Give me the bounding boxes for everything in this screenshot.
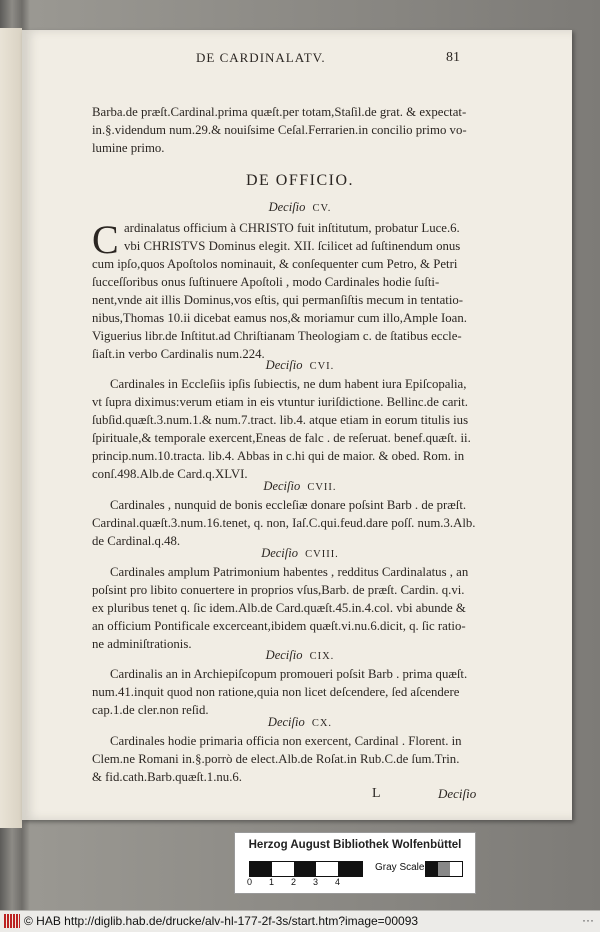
text-line: Cardinales , nunquid de bonis eccleſiæ donare poſsint Barb . de præſt. [110,498,467,512]
intro-line: in.§.videndum num.29.& nouiſsime Ceſal.Ferrarien.in concilio primo vo- [92,123,467,137]
scale-tick-label: 0 [247,877,253,887]
scale-tick-label: 1 [269,877,275,887]
text-line: ex pluribus tenet q. ſic idem.Alb.de Card.quæſt.45.in.4.col. vbi abunde & [92,601,466,615]
status-bar [0,910,600,932]
text-line: princip.num.10.tracta. lib.4. Abbas in c.hi qui de maior. & obed. Rom. in [92,449,465,463]
decisio-number: CV. [312,203,332,214]
section-title: DE OFFICIO. [245,172,355,189]
drop-capital: C [92,217,119,262]
decisio-heading [0,358,600,373]
scale-ruler [249,861,363,877]
folio-number: 81 [446,50,460,65]
ruler-segment [250,862,272,876]
decisio-number: CVIII. [305,549,339,560]
more-options-icon[interactable]: ··· [582,913,594,927]
text-line: Cardinales hodie primaria officia non exercent, Cardinal . Florent. in [110,734,462,748]
text-line: Cardinales in Eccleſiis ipſis ſubiectis, ne dum habent iura Epiſcopalia, [110,377,467,391]
text-line: ne adminiſtrationis. [92,637,192,651]
decisio-label: Deciſio [265,648,303,662]
text-line: & fid.cath.Barb.quæſt.1.nu.6. [92,770,242,784]
text-line: cap.1.de cler.non reſid. [92,703,209,717]
hab-logo-icon [4,914,20,928]
grayscale-label: Gray Scale [375,862,425,873]
decisio-heading [0,200,600,215]
decisio-number: CIX. [309,651,335,662]
decisio-heading [0,648,600,663]
text-line: Cardinales amplum Patrimonium habentes , redditus Cardinalatus , an [110,565,469,579]
scale-tick-label: 4 [335,877,341,887]
text-line: nibus,Thomas 10.ii dicebat eamus nos,& moriamur cum illo,Ample Ioan. [92,311,467,325]
ruler-segment [338,862,362,876]
text-line: Cardinalis an in Archiepiſcopum promoueri poſsit Barb . prima quæſt. [110,667,468,681]
decisio-number: CVI. [309,361,335,372]
text-line: Clem.ne Romani in.§.porrò de elect.Alb.de Roſat.in Rub.C.de ſum.Trin. [92,752,460,766]
decisio-heading [0,546,600,561]
text-line: ſpirituale,& temporale exercent,Eneas de falc . de reſeruat. benef.quæſt. ii. [92,431,471,445]
scale-tick-label: 3 [313,877,319,887]
running-head: DE CARDINALATV. [196,50,326,65]
facing-page-edge [0,28,22,828]
text-line: Viguerius libr.de Inſtitut.ad Chriſtianam Theologiam c. de ſtatibus eccle- [92,329,462,343]
text-line: an officium Pontificale excerceant,ibidem quæſt.vi.nu.6.dicit, q. ſic ratio- [92,619,466,633]
decisio-label: Deciſio [265,358,303,372]
decisio-heading [0,715,600,730]
text-line: nent,vnde ait illis Dominus,vos eſtis, qui permanſiſtis mecum in tentatio- [92,293,464,307]
decisio-label: Deciſio [261,546,298,560]
ruler-segment [294,862,316,876]
text-line: Cardinal.quæſt.3.num.16.tenet, q. non, Iaſ.C.qui.feud.dare poſſ. num.3.Alb. [92,516,476,530]
text-line: num.41.inquit quod non ratione,quia non licet deſcendere, ſed aſcendere [92,685,460,699]
intro-line: lumine primo. [92,141,165,155]
decisio-label: Deciſio [268,200,306,214]
decisio-label: Deciſio [263,479,301,493]
library-scale-card [234,832,476,894]
library-name: Herzog August Bibliothek Wolfenbüttel [248,839,462,851]
text-line: vt ſupra diximus:verum etiam in eis vtuntur iuriſdictione. Bellinc.de carit. [92,395,469,409]
text-line: ſiaſt.in verbo Cardinalis num.224. [92,347,265,361]
signature-mark: L [372,786,381,801]
text-line: de Cardinal.q.48. [92,534,181,548]
decisio-heading [0,479,600,494]
text-line: poſsint pro libito conuertere in proprios vſus,Barb. de præſt. Cardin. q.vi. [92,583,465,597]
decisio-label: Deciſio [267,715,305,729]
text-line: ſucceſſoribus onus ſuſtinuere Apoſtoli , modo Cardinales hodie ſuſti- [92,275,440,289]
text-line: ardinalatus officium à CHRISTO fuit inſtitutum, probatur Luce.6. [124,221,460,235]
decisio-number: CVII. [307,482,337,493]
copyright-url[interactable]: © HAB http://diglib.hab.de/drucke/alv-hl-177-2f-3s/start.htm?image=00093 [24,914,419,928]
text-line: conſ.498.Alb.de Card.q.XLVI. [92,467,248,481]
text-line: vbi CHRISTVS Dominus elegit. XII. ſcilicet ad ſuſtinendum onus [124,239,461,253]
decisio-number: CX. [311,718,333,729]
intro-line: Barba.de præſt.Cardinal.prima quæſt.per totam,Staſil.de grat. & expectat- [92,105,467,119]
text-line: cum ipſo,quos Apoſtolos nominauit, & conſequenter cum Petro, & Petri [92,257,458,271]
scale-tick-label: 2 [291,877,297,887]
catchword: Deciſio [438,786,477,801]
text-line: ſubſid.quæſt.3.num.1.& num.7.tract. lib.4. atque etiam in eorum titulis ius [92,413,469,427]
grayscale-swatch [425,861,463,877]
